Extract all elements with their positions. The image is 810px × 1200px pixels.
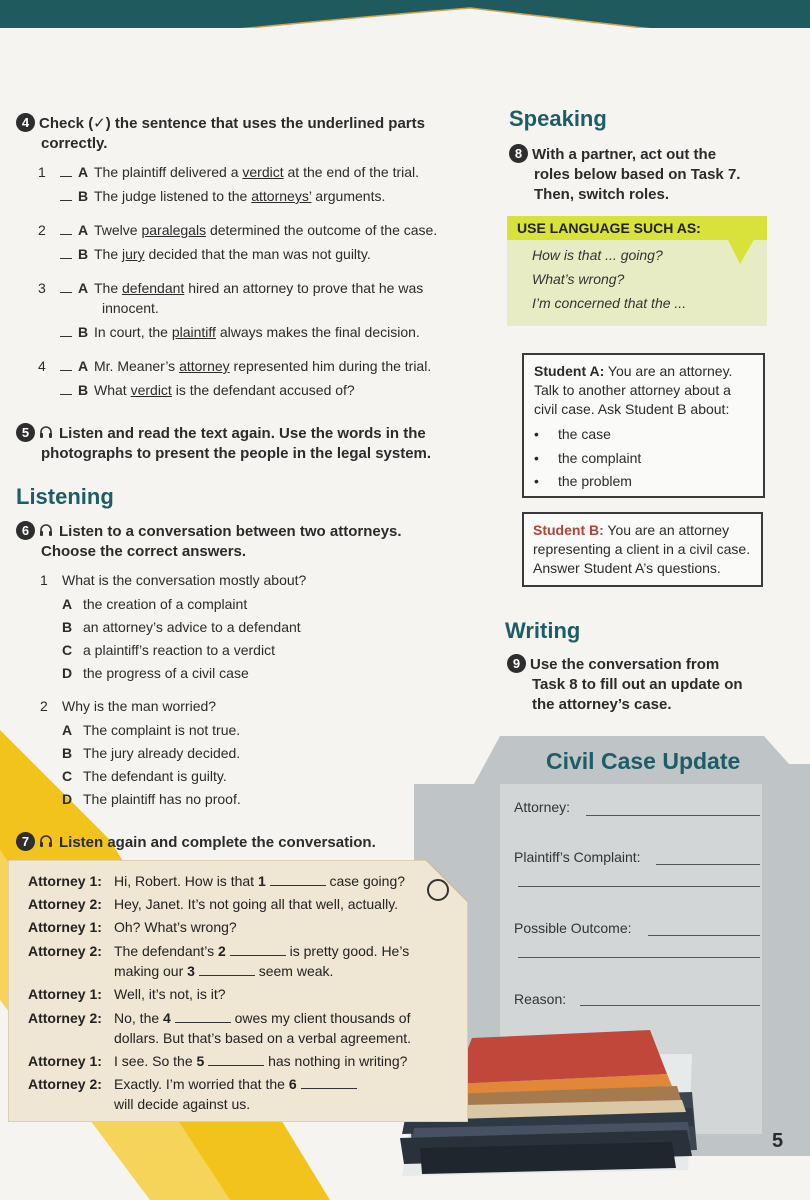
option-item[interactable]: C The defendant is guilty. bbox=[62, 768, 227, 784]
listening-heading: Listening bbox=[16, 484, 114, 509]
speaking-heading: Speaking bbox=[509, 106, 607, 131]
conversation bbox=[28, 872, 458, 1122]
task7-number: 7 bbox=[16, 832, 35, 851]
writing-heading: Writing bbox=[505, 618, 581, 643]
student-a-label: Student A: bbox=[534, 363, 605, 379]
conversation-line-8: Attorney 2: Exactly. I’m worried that the 6 will decide against us. bbox=[28, 1075, 458, 1115]
bullet-item: • the problem bbox=[534, 473, 632, 489]
form-title: Civil Case Update bbox=[546, 748, 741, 774]
form-field-complaint-input[interactable] bbox=[656, 864, 760, 865]
conversation-line-3: Attorney 1: Oh? What’s wrong? bbox=[28, 919, 237, 935]
form-field-attorney-input[interactable] bbox=[586, 815, 760, 816]
conversation-line-5: Attorney 1: Well, it’s not, is it? bbox=[28, 986, 226, 1002]
student-b-label: Student B: bbox=[533, 522, 604, 538]
option-item[interactable]: B The jury already decided. bbox=[62, 745, 241, 761]
headphones-icon bbox=[39, 425, 53, 439]
blank-4-input[interactable] bbox=[175, 1010, 231, 1023]
headphones-icon bbox=[39, 523, 53, 537]
option-item[interactable]: C a plaintiff’s reaction to a verdict bbox=[62, 642, 275, 658]
form-field-complaint-input-line2[interactable] bbox=[518, 886, 760, 887]
form-field-complaint-label: Plaintiff’s Complaint: bbox=[514, 849, 641, 865]
speaker-label: Attorney 2: bbox=[28, 1076, 102, 1092]
conversation-line-7: Attorney 1: I see. So the 5 has nothing in writing? bbox=[28, 1053, 408, 1069]
page-number: 5 bbox=[772, 1130, 784, 1152]
bullet-item: • the case bbox=[534, 426, 611, 442]
conversation-line-1: Attorney 1: Hi, Robert. How is that 1 case going? bbox=[28, 873, 406, 889]
blank-1-input[interactable] bbox=[270, 873, 326, 886]
student-a-box: Student A: You are an attorney. Talk to another attorney about a civil case. Ask Student B about: • the case • the complaint • the problem bbox=[522, 353, 765, 498]
civil-case-form bbox=[500, 745, 780, 1075]
task9-instruction: 9 Use the conversation from Task 8 to fill out an update on the attorney’s case. bbox=[507, 654, 797, 715]
checkbox-blank[interactable] bbox=[60, 336, 72, 337]
language-box-header: USE LANGUAGE SUCH AS: bbox=[507, 216, 767, 240]
task5-number: 5 bbox=[16, 423, 35, 442]
student-b-box: Student B: You are an attorney representing a client in a civil case. Answer Student A’s questions. bbox=[522, 512, 763, 587]
blank-5-input[interactable] bbox=[208, 1053, 264, 1066]
speaker-label: Attorney 1: bbox=[28, 1053, 102, 1069]
speaker-label: Attorney 2: bbox=[28, 1010, 102, 1026]
form-field-outcome-input-line2[interactable] bbox=[518, 957, 760, 958]
option-item[interactable]: B an attorney’s advice to a defendant bbox=[62, 619, 301, 635]
task4-number: 4 bbox=[16, 113, 35, 132]
form-field-outcome-input[interactable] bbox=[648, 935, 760, 936]
checkbox-blank[interactable] bbox=[60, 200, 72, 201]
blank-6-input[interactable] bbox=[301, 1076, 357, 1089]
checkbox-blank[interactable] bbox=[60, 394, 72, 395]
speaker-label: Attorney 1: bbox=[28, 986, 102, 1002]
task4-instruction: 4 Check (✓) the sentence that uses the underlined parts correctly. bbox=[16, 113, 476, 154]
task6-instruction: 6 Listen to a conversation between two attorneys. Choose the correct answers. bbox=[16, 521, 486, 562]
option-item[interactable]: D the progress of a civil case bbox=[62, 665, 249, 681]
conversation-line-2: Attorney 2: Hey, Janet. It’s not going all that well, actually. bbox=[28, 896, 399, 912]
speaker-label: Attorney 1: bbox=[28, 873, 102, 889]
task8-number: 8 bbox=[509, 144, 528, 163]
conversation-line-6: Attorney 2: No, the 4 owes my client thousands of dollars. But that’s based on a verbal agreement. bbox=[28, 1010, 412, 1046]
speaker-label: Attorney 2: bbox=[28, 943, 102, 959]
blank-2-input[interactable] bbox=[230, 943, 286, 956]
headphones-icon bbox=[39, 834, 53, 848]
bullet-item: • the complaint bbox=[534, 450, 642, 466]
language-item: What’s wrong? bbox=[532, 271, 625, 287]
speaker-label: Attorney 1: bbox=[28, 919, 102, 935]
form-field-reason-input[interactable] bbox=[580, 1005, 760, 1006]
task6-question-2: 2 Why is the man worried? A The complaint is not true. B The jury already decided. C The defendant is guilty. D The plaintiff has no proof. bbox=[40, 698, 241, 807]
task5-instruction: 5 Listen and read the text again. Use the words in the photographs to present the people in the legal system. bbox=[16, 423, 486, 464]
task7-instruction: 7 Listen again and complete the conversation. bbox=[16, 832, 436, 853]
blank-3-input[interactable] bbox=[199, 963, 255, 976]
form-field-reason-label: Reason: bbox=[514, 991, 567, 1007]
option-item[interactable]: A the creation of a complaint bbox=[62, 596, 248, 612]
speaker-label: Attorney 2: bbox=[28, 896, 102, 912]
form-field-outcome-label: Possible Outcome: bbox=[514, 920, 632, 936]
language-item: I’m concerned that the ... bbox=[532, 295, 687, 311]
checkbox-blank[interactable] bbox=[60, 292, 72, 293]
checkbox-blank[interactable] bbox=[60, 370, 72, 371]
task6-number: 6 bbox=[16, 521, 35, 540]
checkbox-blank[interactable] bbox=[60, 258, 72, 259]
task8-instruction: 8 With a partner, act out the roles below based on Task 7. Then, switch roles. bbox=[509, 144, 799, 205]
task6-question-1: 1 What is the conversation mostly about? A the creation of a complaint B an attorney’s advice to a defendant C a plaintiff’s reaction to a verdict D the progress of a civil case bbox=[40, 572, 307, 681]
conversation-line-4: Attorney 2: The defendant’s 2 is pretty good. He’s making our 3 seem weak. bbox=[28, 943, 410, 979]
form-field-attorney-label: Attorney: bbox=[514, 799, 571, 815]
task9-number: 9 bbox=[507, 654, 526, 673]
option-item[interactable]: D The plaintiff has no proof. bbox=[62, 791, 241, 807]
speech-tail-icon bbox=[726, 236, 756, 266]
option-item[interactable]: A The complaint is not true. bbox=[62, 722, 241, 738]
checkbox-blank[interactable] bbox=[60, 176, 72, 177]
checkbox-blank[interactable] bbox=[60, 234, 72, 235]
language-item: How is that ... going? bbox=[532, 247, 663, 263]
